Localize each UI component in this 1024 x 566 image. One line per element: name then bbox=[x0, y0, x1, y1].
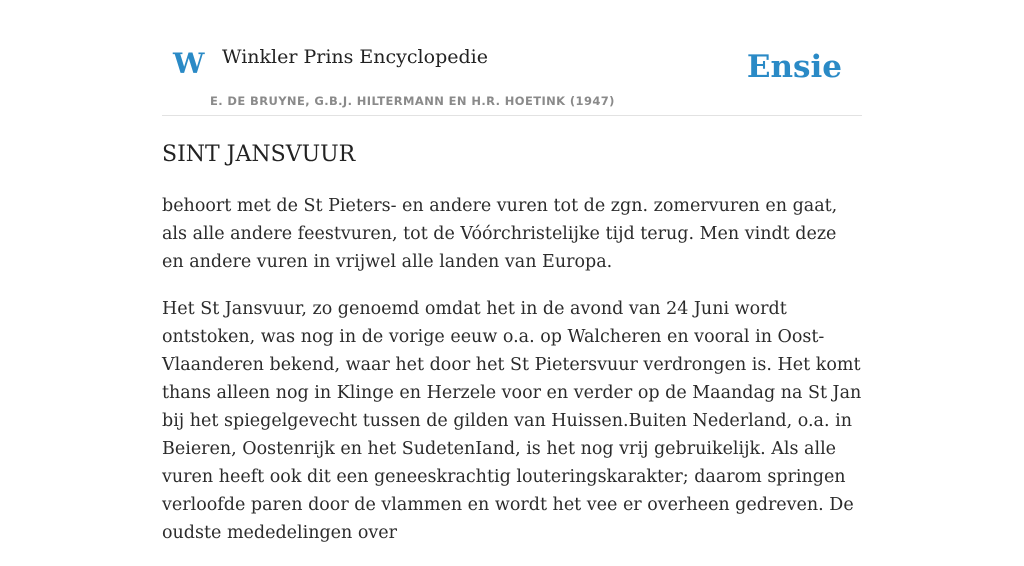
page bbox=[162, 0, 862, 566]
article-paragraph: Het St Jansvuur, zo genoemd omdat het in de avond van 24 Juni wordt ontstoken, was nog in de vorige eeuw o.a. op Walcheren en vooral in Oost-Vlaanderen bekend, waar het door het St Pietersvuur verdrongen is. Het komt thans alleen nog in Klinge en Herzele voor en verder op de Maandag na St Jan bij het spiegelgevecht tussen de gilden van Huissen.Buiten Nederland, o.a. in Beieren, Oostenrijk en het SudetenIand, is het nog vrij gebruikelijk. Als alle vuren heeft ook dit een geneeskrachtig louteringskarakter; daarom springen verloofde paren door de vlammen en wordt het vee er overheen gedreven. De oudste mededelingen over bbox=[162, 299, 862, 544]
source-authors: E. DE BRUYNE, G.B.J. HILTERMANN EN H.R. HOETINK (1947) bbox=[210, 94, 615, 108]
source-title[interactable]: Winkler Prins Encyclopedie bbox=[222, 46, 488, 68]
winkler-prins-logo[interactable]: W bbox=[173, 47, 205, 80]
ensie-brand-logo[interactable]: Ensie bbox=[746, 49, 842, 85]
article-body bbox=[162, 192, 862, 547]
source-header bbox=[162, 0, 862, 116]
article-title: SINT JANSVUUR bbox=[162, 142, 356, 167]
article-paragraph: behoort met de St Pieters- en andere vuren tot de zgn. zomervuren en gaat, als alle andere feestvuren, tot de Vóórchristelijke tijd terug. Men vindt deze en andere vuren in vrijwel alle landen van Europa. bbox=[162, 196, 838, 273]
